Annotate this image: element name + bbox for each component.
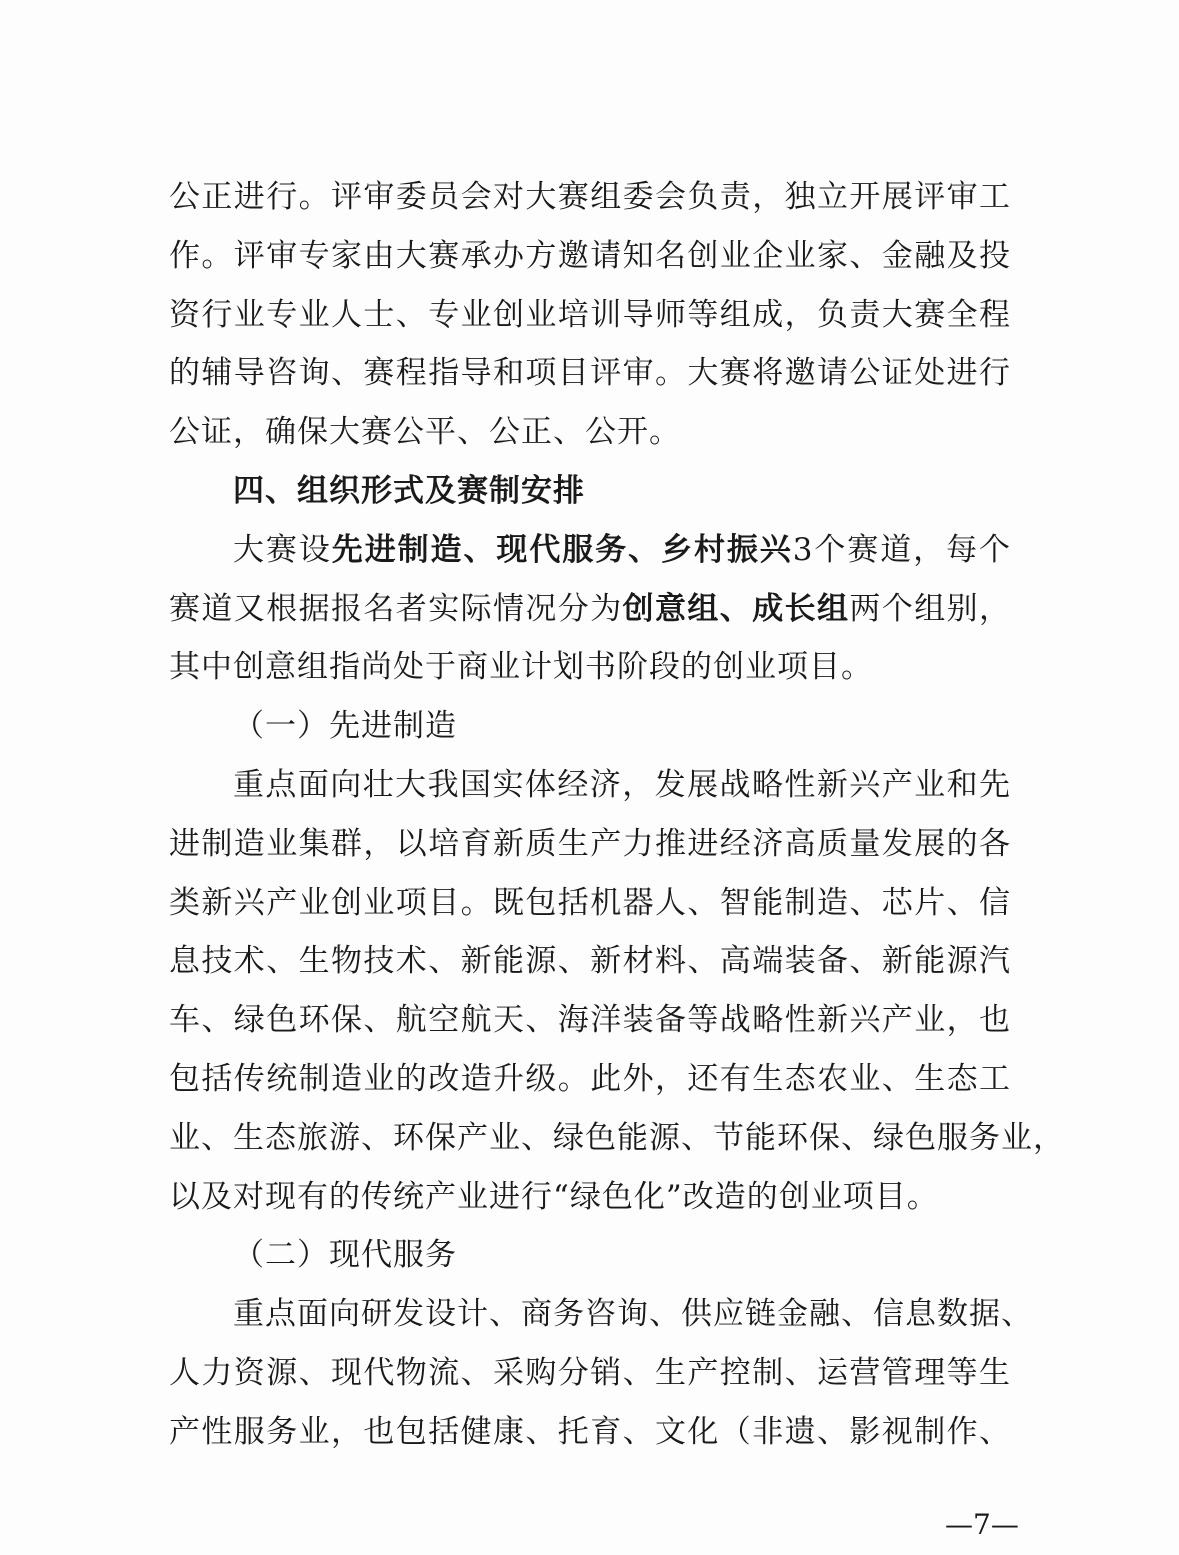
paragraph-line: 产性服务业，也包括健康、托育、文化（非遗、影视制作、	[169, 1413, 1011, 1450]
bold-text-run: 创意组、成长组	[622, 590, 850, 627]
paragraph-line: 作。评审专家由大赛承办方邀请知名创业企业家、金融及投	[169, 237, 1011, 274]
paragraph-line: 息技术、生物技术、新能源、新材料、高端装备、新能源汽	[169, 943, 1011, 980]
paragraph-line: 的辅导咨询、赛程指导和项目评审。大赛将邀请公证处进行	[169, 355, 1011, 392]
paragraph-line: 类新兴产业创业项目。既包括机器人、智能制造、芯片、信	[169, 884, 1011, 921]
subsection-heading: （一）先进制造	[233, 708, 457, 745]
paragraph-line: 进制造业集群，以培育新质生产力推进经济高质量发展的各	[169, 825, 1011, 862]
paragraph-line	[169, 580, 1011, 639]
paragraph-line: 以及对现有的传统产业进行“绿色化”改造的创业项目。	[169, 1178, 939, 1215]
section-heading: 四、组织形式及赛制安排	[233, 472, 585, 509]
text-run: 大赛设	[233, 531, 332, 568]
paragraph-line: 其中创意组指尚处于商业计划书阶段的创业项目。	[169, 649, 873, 686]
paragraph-line: 重点面向壮大我国实体经济，发展战略性新兴产业和先	[233, 766, 1011, 803]
paragraph-line: 人力资源、现代物流、采购分销、生产控制、运营管理等生	[169, 1354, 1011, 1391]
paragraph-line: 公正进行。评审委员会对大赛组委会负责，独立开展评审工	[169, 179, 1011, 215]
text-run: 赛道又根据报名者实际情况分为	[169, 590, 623, 627]
paragraph-line: 重点面向研发设计、商务咨询、供应链金融、信息数据、	[233, 1296, 1033, 1333]
bold-text-run: 先进制造、现代服务、乡村振兴	[331, 531, 793, 568]
text-run: 两个组别，	[849, 590, 1012, 627]
paragraph-line: 包括传统制造业的改造升级。此外，还有生态农业、生态工	[169, 1060, 1011, 1097]
document-body	[169, 168, 1065, 1462]
paragraph-line: 业、生态旅游、环保产业、绿色能源、节能环保、绿色服务业，	[169, 1119, 1065, 1156]
text-run: 3个赛道，每个	[792, 531, 1012, 568]
page-number: —7—	[945, 1508, 1019, 1541]
paragraph-line: 公证，确保大赛公平、公正、公开。	[169, 414, 681, 451]
paragraph-line: 资行业专业人士、专业创业培训导师等组成，负责大赛全程	[169, 296, 1011, 333]
paragraph-line: 车、绿色环保、航空航天、海洋装备等战略性新兴产业，也	[169, 1002, 1011, 1039]
paragraph-line	[169, 521, 1011, 580]
subsection-heading: （二）现代服务	[233, 1237, 457, 1274]
